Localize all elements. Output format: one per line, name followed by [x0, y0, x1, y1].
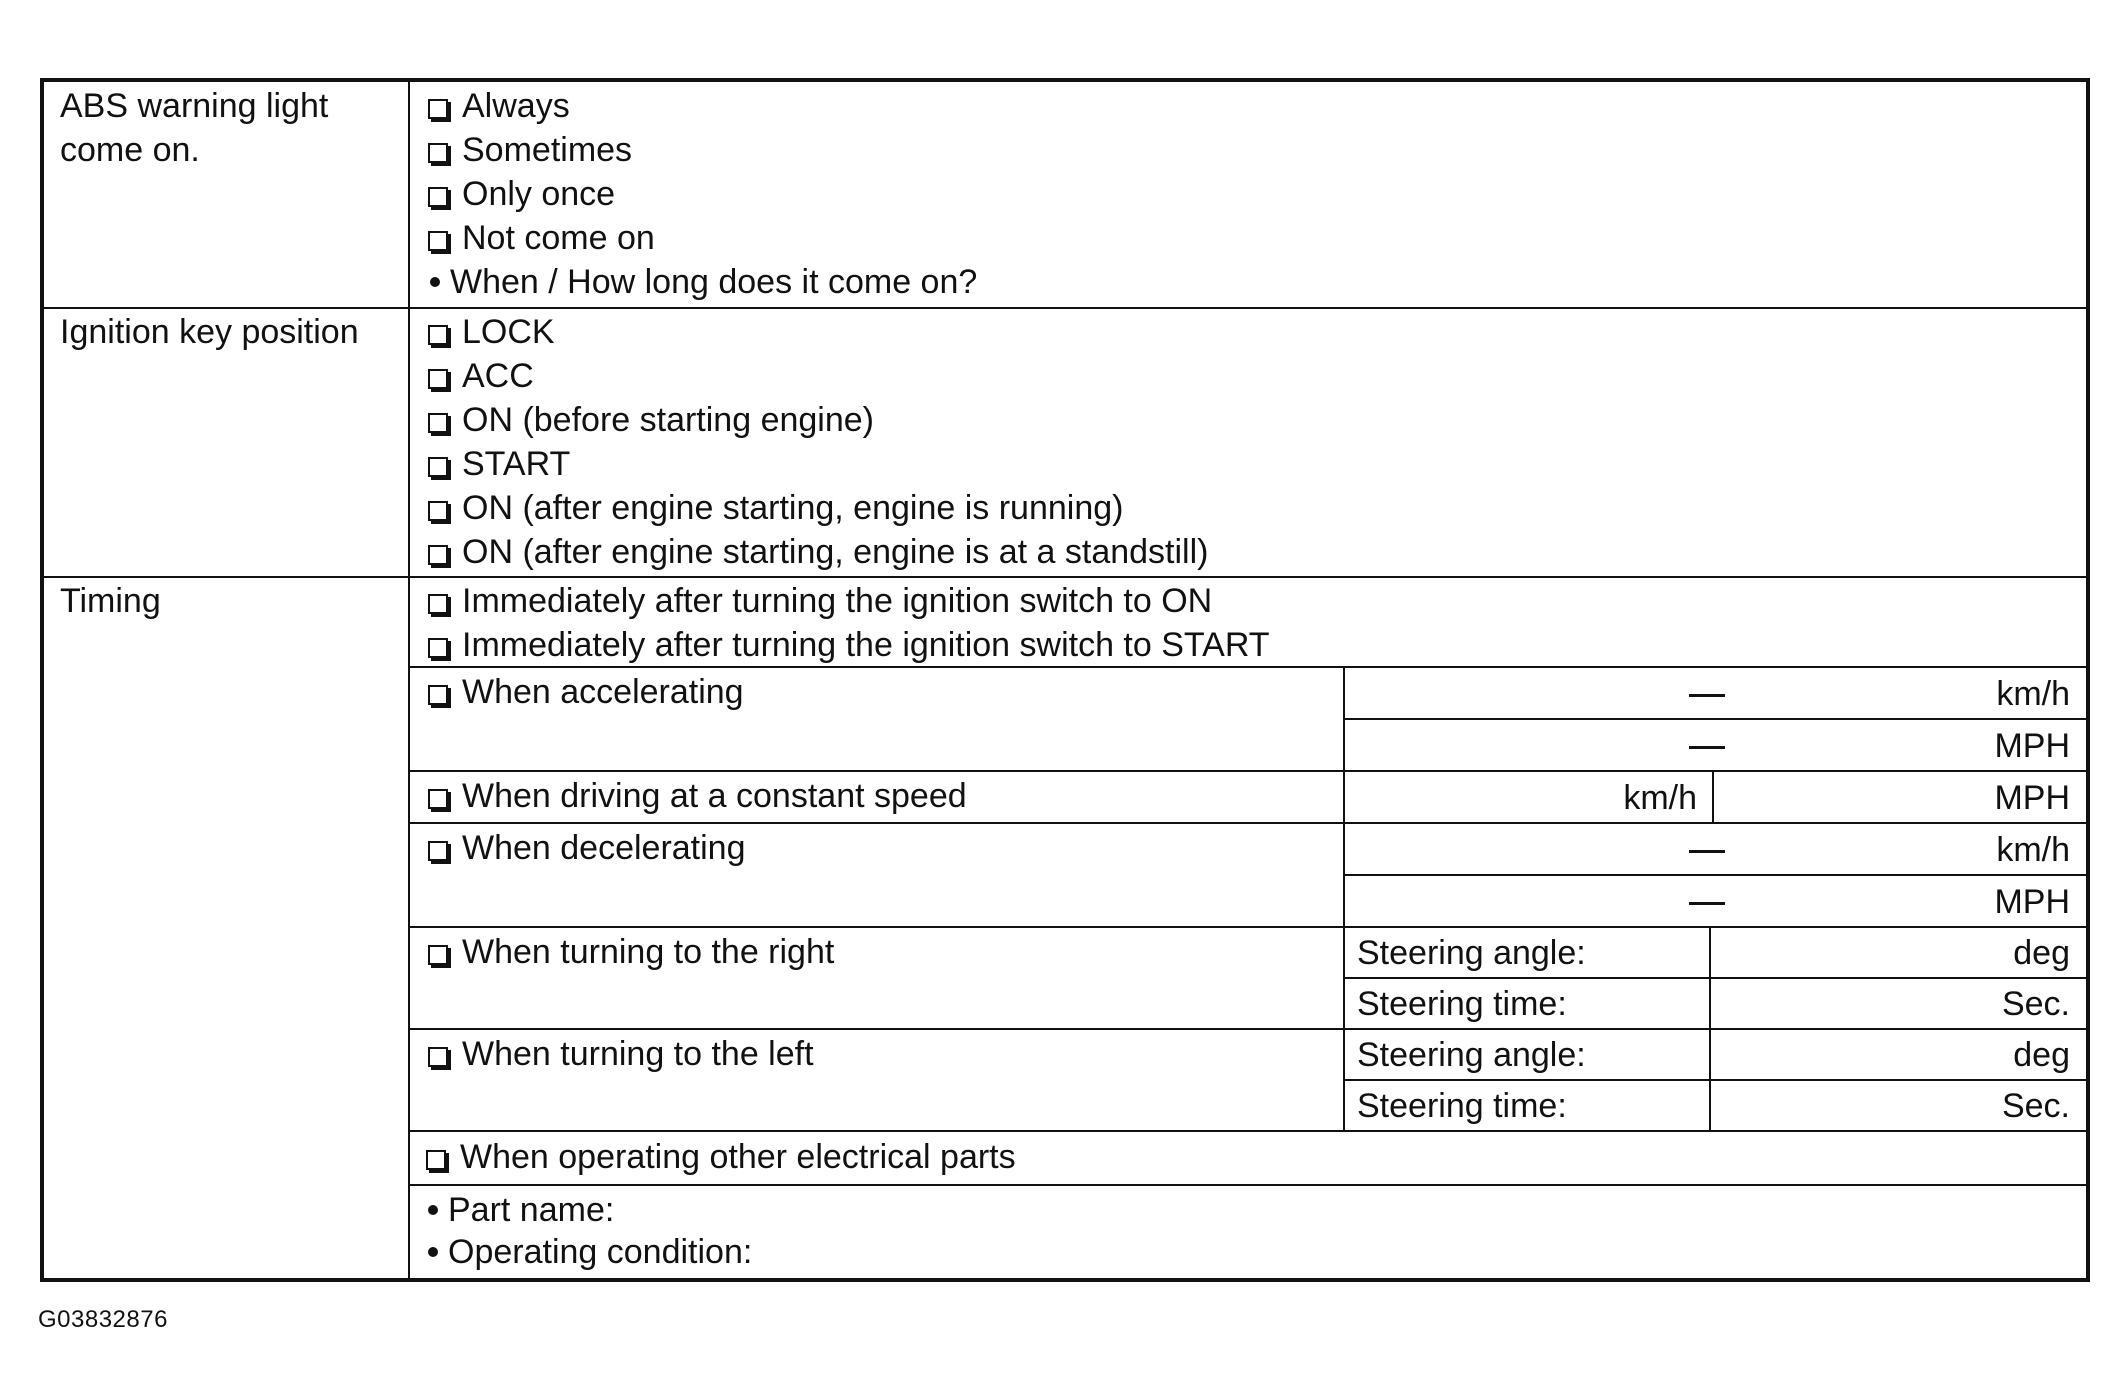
- checkbox-icon[interactable]: [428, 231, 448, 251]
- turn-right-angle-unit: deg: [2013, 934, 2070, 972]
- checkbox-icon[interactable]: [428, 841, 448, 861]
- timing-option-turn-left[interactable]: When turning to the left: [426, 1032, 814, 1076]
- bullet-icon: [428, 1205, 438, 1215]
- abs-option-always[interactable]: Always: [426, 84, 977, 128]
- timing-option-turn-right[interactable]: When turning to the right: [426, 930, 834, 974]
- label-column-divider: [408, 82, 410, 1278]
- row-divider-abs: [44, 307, 2086, 309]
- range-dash: [1689, 746, 1725, 749]
- abs-label-line2: come on.: [60, 131, 200, 169]
- checkbox-icon[interactable]: [428, 945, 448, 965]
- ignition-option-on-running[interactable]: ON (after engine starting, engine is running): [426, 486, 1209, 530]
- ignition-option-lock[interactable]: LOCK: [426, 310, 1209, 354]
- checkbox-icon[interactable]: [428, 594, 448, 614]
- accel-unit-mph: MPH: [1994, 727, 2070, 765]
- abs-label-line1: ABS warning light: [60, 87, 329, 125]
- row-divider-ignition: [44, 576, 2086, 578]
- timing-option-ignition-start[interactable]: Immediately after turning the ignition switch to START: [426, 623, 1270, 667]
- checkbox-icon[interactable]: [428, 457, 448, 477]
- checkbox-icon[interactable]: [428, 545, 448, 565]
- divider-turn-left: [408, 1028, 2086, 1030]
- figure-code: G03832876: [38, 1306, 168, 1333]
- turn-left-time-unit: Sec.: [2001, 1087, 2070, 1125]
- bullet-icon: [428, 1247, 438, 1257]
- timing-top-options: [426, 579, 1270, 667]
- divider-part-name: [408, 1184, 2086, 1186]
- turn-left-angle-label: Steering angle:: [1357, 1036, 1586, 1074]
- checkbox-icon[interactable]: [428, 369, 448, 389]
- abs-label: [60, 84, 328, 172]
- checkbox-icon[interactable]: [428, 325, 448, 345]
- bullet-icon: [430, 277, 440, 287]
- constant-unit-kmh: km/h: [1623, 779, 1697, 817]
- ignition-option-on-before[interactable]: ON (before starting engine): [426, 398, 1209, 442]
- abs-option-sometimes[interactable]: Sometimes: [426, 128, 977, 172]
- divider-decel: [408, 822, 2086, 824]
- accel-unit-kmh: km/h: [1996, 675, 2070, 713]
- ignition-label: Ignition key position: [60, 313, 359, 351]
- checkbox-icon[interactable]: [428, 99, 448, 119]
- abs-option-not-come-on[interactable]: Not come on: [426, 216, 977, 260]
- divider-decel-sub: [1343, 874, 2086, 876]
- divider-accel-sub: [1343, 718, 2086, 720]
- checkbox-icon[interactable]: [428, 413, 448, 433]
- divider-turn-left-sub: [1343, 1079, 2086, 1081]
- abs-options: [426, 84, 977, 304]
- speed-column-divider: [1343, 666, 1345, 1130]
- timing-option-constant-speed[interactable]: When driving at a constant speed: [426, 774, 967, 818]
- timing-option-electrical[interactable]: When operating other electrical parts: [424, 1135, 1016, 1179]
- turn-right-time-unit: Sec.: [2001, 985, 2070, 1023]
- divider-turn-right: [408, 926, 2086, 928]
- abs-note: When / How long does it come on?: [426, 260, 977, 304]
- divider-electrical: [408, 1130, 2086, 1132]
- steering-left-divider: [1709, 1028, 1711, 1130]
- timing-option-decelerating[interactable]: When decelerating: [426, 826, 746, 870]
- checkbox-icon[interactable]: [428, 685, 448, 705]
- ignition-option-start[interactable]: START: [426, 442, 1209, 486]
- decel-unit-kmh: km/h: [1996, 831, 2070, 869]
- turn-left-time-label: Steering time:: [1357, 1087, 1567, 1125]
- operating-condition-field[interactable]: Operating condition:: [424, 1230, 752, 1274]
- steering-right-divider: [1709, 926, 1711, 1028]
- divider-turn-right-sub: [1343, 977, 2086, 979]
- timing-label: Timing: [60, 582, 161, 620]
- abs-option-only-once[interactable]: Only once: [426, 172, 977, 216]
- range-dash: [1689, 850, 1725, 853]
- diagnosis-form-table: [40, 78, 2090, 1282]
- ignition-option-acc[interactable]: ACC: [426, 354, 1209, 398]
- divider-constant: [408, 770, 2086, 772]
- checkbox-icon[interactable]: [428, 789, 448, 809]
- ignition-option-on-standstill[interactable]: ON (after engine starting, engine is at a standstill): [426, 530, 1209, 574]
- ignition-options: [426, 310, 1209, 574]
- checkbox-icon[interactable]: [428, 1047, 448, 1067]
- checkbox-icon[interactable]: [426, 1150, 446, 1170]
- turn-right-time-label: Steering time:: [1357, 985, 1567, 1023]
- timing-option-accelerating[interactable]: When accelerating: [426, 670, 744, 714]
- checkbox-icon[interactable]: [428, 143, 448, 163]
- turn-right-angle-label: Steering angle:: [1357, 934, 1586, 972]
- part-name-field[interactable]: Part name:: [424, 1188, 614, 1232]
- constant-speed-divider: [1712, 770, 1714, 822]
- checkbox-icon[interactable]: [428, 501, 448, 521]
- turn-left-angle-unit: deg: [2013, 1036, 2070, 1074]
- decel-unit-mph: MPH: [1994, 883, 2070, 921]
- checkbox-icon[interactable]: [428, 638, 448, 658]
- range-dash: [1689, 902, 1725, 905]
- range-dash: [1689, 694, 1725, 697]
- checkbox-icon[interactable]: [428, 187, 448, 207]
- constant-unit-mph: MPH: [1994, 779, 2070, 817]
- timing-option-ignition-on[interactable]: Immediately after turning the ignition switch to ON: [426, 579, 1270, 623]
